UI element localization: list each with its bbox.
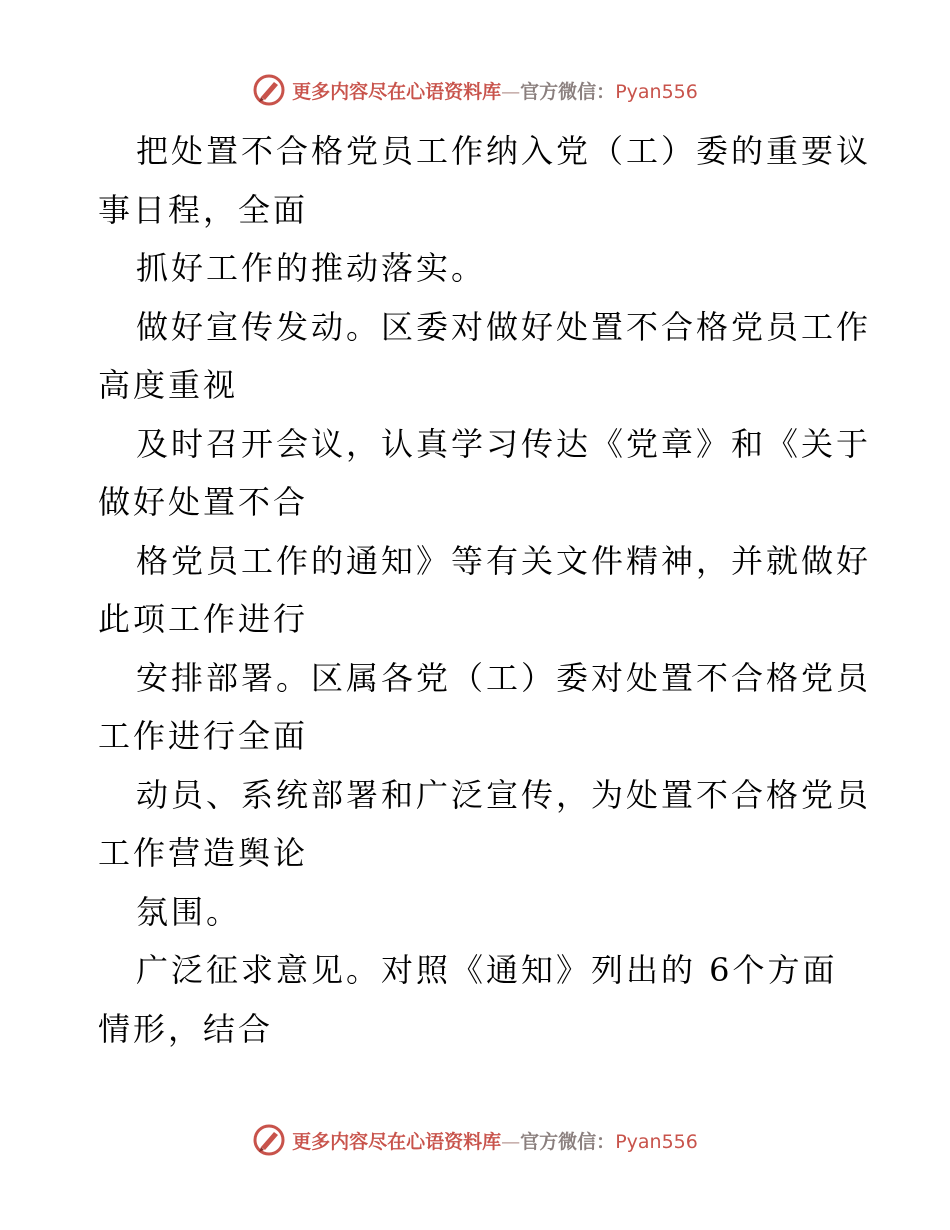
watermark-separator: — [501, 80, 521, 103]
watermark-wechat-id: Pyan556 [615, 1130, 698, 1153]
paragraph-line: 高度重视 [98, 366, 239, 404]
paragraph-line: 氛围。 [136, 892, 242, 931]
paragraph-line: 做好宣传发动。区委对做好处置不合格党员工作 [136, 307, 872, 346]
paragraph-line: 此项工作进行 [98, 600, 309, 638]
paragraph-line: 情形，结合 [98, 1009, 274, 1048]
watermark-brand: 更多内容尽在心语资料库 [292, 80, 502, 103]
paragraph-line: 事日程，全面 [98, 190, 309, 229]
watermark-wechat-id: Pyan556 [615, 80, 698, 103]
pen-logo-icon [252, 1123, 286, 1157]
header-watermark [0, 70, 950, 110]
watermark-brand: 更多内容尽在心语资料库 [292, 1130, 502, 1153]
paragraph-line: 抓好工作的推动落实。 [136, 249, 487, 287]
paragraph-line: 及时召开会议，认真学习传达《党章》和《关于 [136, 424, 872, 463]
paragraph-line: 广泛征求意见。对照《通知》列出的 6个方面 [136, 951, 838, 989]
watermark-text [292, 77, 698, 104]
paragraph-line: 工作营造舆论 [98, 834, 309, 872]
paragraph-line: 安排部署。区属各党（工）委对处置不合格党员 [136, 658, 872, 697]
watermark-text [292, 1127, 698, 1154]
document-body [98, 122, 872, 1058]
paragraph-line: 工作进行全面 [98, 717, 309, 755]
paragraph-line: 格党员工作的通知》等有关文件精神，并就做好 [136, 541, 872, 580]
paragraph-line: 动员、系统部署和广泛宣传，为处置不合格党员 [136, 775, 872, 814]
footer-watermark [0, 1120, 950, 1160]
watermark-official-label: 官方微信： [520, 80, 616, 103]
watermark-official-label: 官方微信： [520, 1130, 616, 1153]
paragraph-line: 把处置不合格党员工作纳入党（工）委的重要议 [136, 132, 872, 170]
paragraph-line: 做好处置不合 [98, 483, 309, 521]
pen-logo-icon [252, 73, 286, 107]
watermark-separator: — [501, 1130, 521, 1153]
